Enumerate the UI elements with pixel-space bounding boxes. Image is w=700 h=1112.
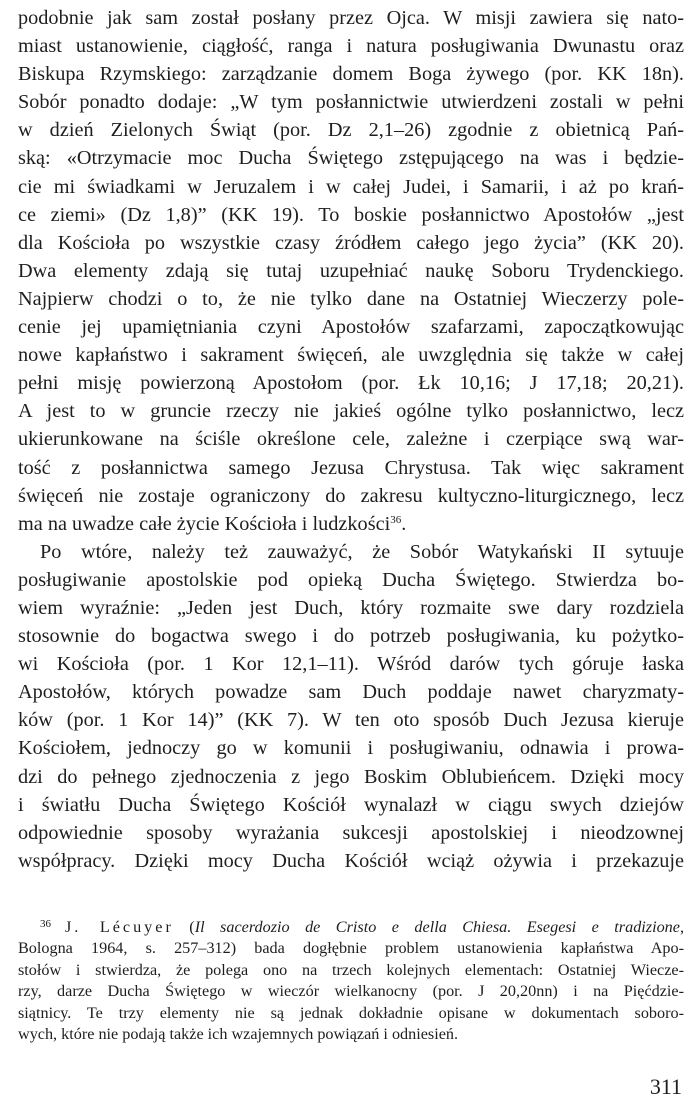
footnote-line: wych, które nie podają także ich wzajemnych powiązań i odniesień.	[18, 1024, 459, 1043]
body-line: nowe kapłaństwo i sakrament święceń, ale uwzględnia się także w całej	[18, 344, 684, 367]
body-line: posługiwanie apostolskie pod opieką Ducha Świętego. Stwierdza bo-	[18, 568, 684, 591]
body-line: Najpierw chodzi o to, że nie tylko dane na Ostatniej Wieczerzy pole-	[18, 287, 684, 310]
body-line: Apostołów, których powadze sam Duch poddaje nawet charyzmaty-	[18, 681, 684, 704]
body-line-paragraph-end	[18, 510, 684, 538]
body-line: i światłu Ducha Świętego Kościół wynalazł w ciągu swych dziejów	[18, 793, 684, 816]
footnote-line: rzy, darze Ducha Świętego w wieczór wielkanocny (por. J 20,20nn) i na Pięćdzie-	[18, 982, 684, 1001]
body-line: dzi do pełnego zjednoczenia z jego Boskim Oblubieńcem. Dzięki mocy	[18, 765, 684, 788]
body-line-text: ma na uwadze całe życie Kościoła i ludzkości	[18, 512, 391, 535]
body-line: stosownie do bogactwa swego i do potrzeb posługiwania, ku pożytko-	[18, 625, 684, 648]
body-line: miast ustanowienie, ciągłość, ranga i natura posługiwania Dwunastu oraz	[18, 35, 684, 58]
body-line: odpowiednie sposoby wyrażania sukcesji apostolskiej i nieodzownej	[18, 821, 684, 844]
body-line: cenie jej upamiętniania czyni Apostołów szafarzami, zapoczątkowując	[18, 316, 684, 339]
body-line-paragraph-start: Po wtóre, należy też zauważyć, że Sobór Watykański II sytuuje	[40, 540, 684, 563]
body-line: tość z posłannictwa samego Jezusa Chrystusa. Tak więc sakrament	[18, 456, 684, 479]
footnote-line: stołów i stwierdza, że polega ono na trzech kolejnych elementach: Ostatniej Wiecze-	[18, 960, 684, 979]
footnote-open-paren: (	[173, 918, 195, 936]
body-line: pełni misję powierzoną Apostołom (por. Łk 10,16; J 17,18; 20,21).	[18, 372, 684, 395]
footnote-number: 36	[40, 918, 51, 930]
footnote-first-line	[18, 917, 684, 938]
body-text	[18, 4, 684, 875]
page-number: 311	[649, 1074, 682, 1099]
body-line-period: .	[401, 512, 407, 535]
body-line: Dwa elementy zdają się tutaj uzupełniać naukę Soboru Trydenckiego.	[18, 259, 684, 282]
footnote-line: siątnicy. Te trzy elementy nie są jednak dokładnie opisane w dokumentach soboro-	[18, 1003, 684, 1022]
body-line: święceń nie zostaje ograniczony do zakresu kultyczno-liturgicznego, lecz	[18, 484, 684, 507]
body-line: ukierunkowane na ściśle określone cele, zależne i czerpiące swą war-	[18, 428, 684, 451]
body-line: ce ziemi» (Dz 1,8)” (KK 19). To boskie posłannictwo Apostołów „jest	[18, 203, 684, 226]
body-line: w dzień Zielonych Świąt (por. Dz 2,1–26) zgodnie z obietnicą Pań-	[18, 119, 684, 142]
body-line: A jest to w gruncie rzeczy nie jakieś ogólne tylko posłannictwo, lecz	[18, 400, 684, 423]
body-line: wiem wyraźnie: „Jeden jest Duch, który rozmaite swe dary rozdziela	[18, 596, 684, 619]
footnote-36	[18, 917, 684, 1045]
footnote-reference[interactable]: 36	[390, 513, 402, 526]
body-line: Biskupa Rzymskiego: zarządzanie domem Boga żywego (por. KK 18n).	[18, 63, 684, 86]
footnote-title: Il sacerdozio de Cristo e della Chiesa. Esegesi e tradizione	[194, 918, 680, 936]
footnote-author: J. Lécuyer	[65, 918, 174, 936]
body-line: wi Kościoła (por. 1 Kor 12,1–11). Wśród darów tych góruje łaska	[18, 653, 684, 676]
body-line: Sobór ponadto dodaje: „W tym posłannictwie utwierdzeni zostali w pełni	[18, 91, 684, 114]
body-line: Kościołem, jednoczy go w komunii i posługiwaniu, odnawia i prowa-	[18, 737, 684, 760]
body-line: dla Kościoła po wszystkie czasy źródłem całego jego życia” (KK 20).	[18, 231, 684, 254]
body-line: współpracy. Dzięki mocy Ducha Kościół wciąż ożywia i przekazuje	[18, 849, 684, 872]
body-line: ków (por. 1 Kor 14)” (KK 7). W ten oto sposób Duch Jezusa kieruje	[18, 709, 684, 732]
body-line: ską: «Otrzymacie moc Ducha Świętego zstępującego na was i będzie-	[18, 147, 684, 170]
body-line: cie mi świadkami w Jeruzalem i w całej Judei, i Samarii, i aż po krań-	[18, 175, 684, 198]
footnote-line: Bologna 1964, s. 257–312) bada dogłębnie problem ustanowienia kapłaństwa Apo-	[18, 939, 684, 958]
body-line: podobnie jak sam został posłany przez Ojca. W misji zawiera się nato-	[18, 7, 684, 29]
footnote-title-suffix: ,	[679, 918, 684, 936]
